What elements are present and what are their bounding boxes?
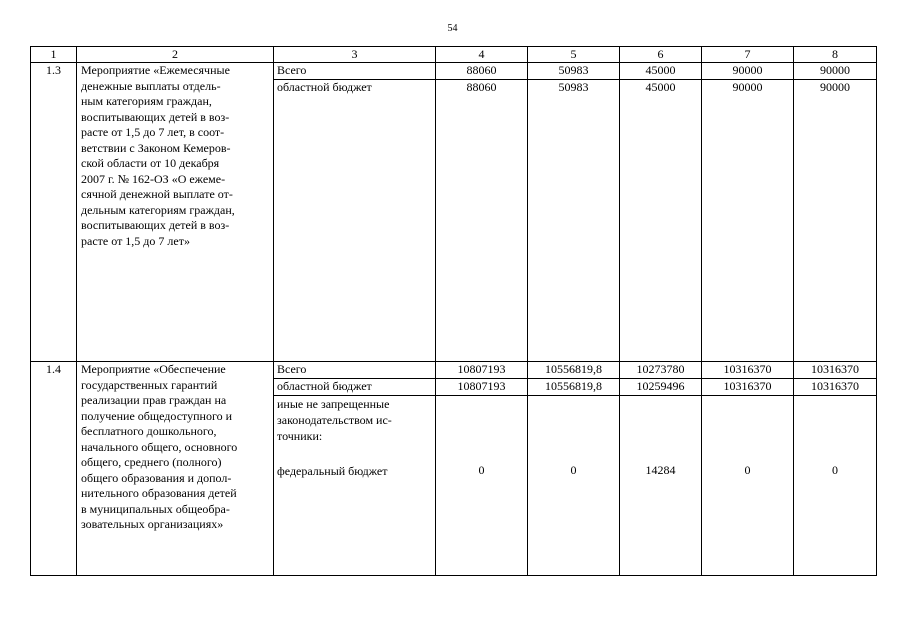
value-cell: 45000 (620, 80, 702, 362)
description-line: ным категориям граждан, (81, 94, 212, 108)
column-header: 8 (794, 47, 877, 63)
description-line: общего образования и допол- (81, 470, 232, 485)
column-header: 1 (31, 47, 77, 63)
federal-value-cell (702, 396, 794, 576)
value-cell: 90000 (794, 63, 877, 80)
federal-value: 0 (744, 463, 751, 477)
value-cell: 10807193 (436, 362, 528, 379)
description-line: получение общедоступного и (81, 408, 233, 423)
value-cell: 10807193 (436, 379, 528, 396)
value-cell: 10556819,8 (528, 362, 620, 379)
description-line: воспитывающих детей в воз- (81, 218, 230, 232)
federal-value: 0 (832, 463, 838, 477)
header-row (31, 47, 877, 63)
description-line: начального общего, основного (81, 439, 238, 454)
table-row (31, 362, 877, 379)
column-header: 4 (436, 47, 528, 63)
federal-value-cell (436, 396, 528, 576)
federal-value: 14284 (645, 463, 676, 477)
description-line: государственных гарантий (81, 377, 218, 392)
description-line: нительного образования детей (81, 486, 237, 500)
value-cell: 90000 (794, 80, 877, 362)
federal-value-cell (620, 396, 702, 576)
column-header: 2 (77, 47, 274, 63)
description-line: расте от 1,5 до 7 лет, в соот- (81, 125, 225, 139)
value-cell: 10316370 (794, 362, 877, 379)
description-line: денежные выплаты отдель- (81, 78, 221, 93)
value-cell: 88060 (436, 63, 528, 80)
row-description (77, 63, 274, 362)
column-header: 6 (620, 47, 702, 63)
other-sources-note: точники: (277, 429, 323, 443)
page-number: 54 (447, 23, 458, 34)
federal-value-cell (528, 396, 620, 576)
other-sources-note: законодательством ис- (277, 413, 392, 427)
description-line: расте от 1,5 до 7 лет» (81, 233, 190, 248)
federal-value: 0 (478, 463, 485, 477)
column-header: 7 (702, 47, 794, 63)
description-line: Мероприятие «Ежемесячные (81, 63, 230, 77)
table-row (31, 63, 877, 80)
value-cell: 45000 (620, 63, 702, 80)
value-cell: 10316370 (702, 379, 794, 396)
value-cell: 10259496 (620, 379, 702, 396)
description-line: сячной денежной выплате от- (81, 187, 233, 201)
description-line: зовательных организациях» (81, 517, 224, 531)
description-line: дельным категориям граждан, (81, 202, 235, 217)
value-cell: 50983 (528, 63, 620, 80)
description-line: воспитывающих детей в воз- (81, 109, 230, 124)
value-cell: 90000 (702, 63, 794, 80)
value-cell: 10556819,8 (528, 379, 620, 396)
value-cell: 10316370 (702, 362, 794, 379)
column-header: 3 (274, 47, 436, 63)
description-line: общего, среднего (полного) (81, 455, 222, 469)
row-index: 1.3 (31, 63, 77, 362)
other-sources-note: иные не запрещенные (277, 397, 390, 411)
federal-value: 0 (570, 463, 577, 477)
federal-budget-label: федеральный бюджет (277, 464, 388, 478)
source-label: Всего (274, 362, 436, 379)
row-index: 1.4 (31, 362, 77, 576)
budget-table (30, 46, 877, 576)
description-line: бесплатного дошкольного, (81, 424, 217, 438)
value-cell: 88060 (436, 80, 528, 362)
row-description (77, 362, 274, 576)
column-header: 5 (528, 47, 620, 63)
description-line: Мероприятие «Обеспечение (81, 362, 226, 376)
value-cell: 50983 (528, 80, 620, 362)
federal-value-cell (794, 396, 877, 576)
value-cell: 10273780 (620, 362, 702, 379)
description-line: в муниципальных общеобра- (81, 501, 230, 516)
description-line: реализации прав граждан на (81, 393, 227, 407)
other-sources-cell (274, 396, 436, 576)
source-label: областной бюджет (274, 379, 436, 396)
value-cell: 10316370 (794, 379, 877, 396)
source-label: областной бюджет (274, 80, 436, 362)
value-cell: 90000 (702, 80, 794, 362)
description-line: ской области от 10 декабря (81, 156, 220, 170)
source-label: Всего (274, 63, 436, 80)
description-line: 2007 г. № 162-ОЗ «О ежеме- (81, 171, 226, 186)
description-line: ветствии с Законом Кемеров- (81, 140, 231, 155)
